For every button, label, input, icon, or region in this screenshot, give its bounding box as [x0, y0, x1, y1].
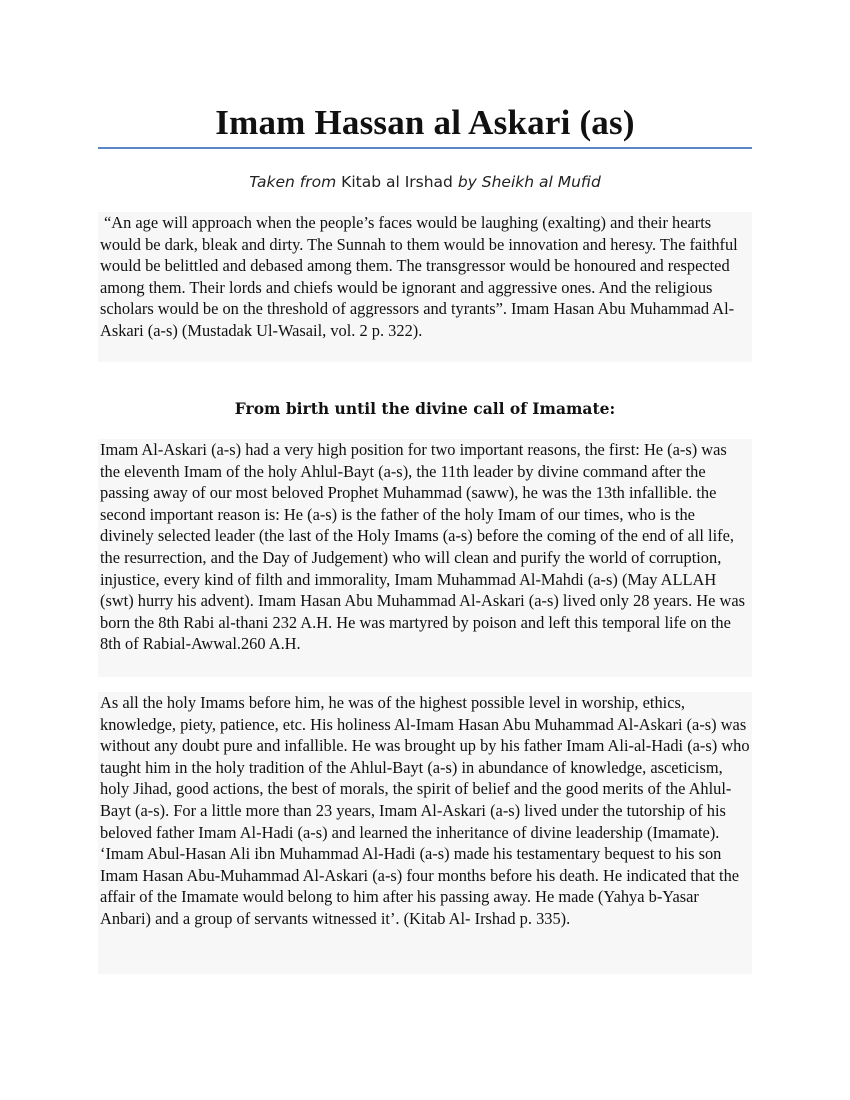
title-underline [98, 147, 752, 149]
paragraph-2 [98, 692, 752, 974]
paragraph-text: Imam Al-Askari (a-s) had a very high position for two important reasons, the first: He (a-s) was the eleventh Imam of the holy Ahlul-Bayt (a-s), the 11th leader by divine command after the passing away of our most beloved Prophet Muhammad (saww), he was the 13th infallible. the second important reason is: He (a-s) is the father of the holy Imam of our times, who is the divinely selected leader (the last of the Holy Imams (a-s) before the coming of the end of all life, the resurrection, and the Day of Judgement) who will clean and purify the world of corruption, injustice, every kind of filth and immorality, Imam Muhammad Al-Mahdi (a-s) (May ALLAH (swt) hurry his advent). Imam Hasan Abu Muhammad Al-Askari (a-s) lived only 28 years. He was born the 8th Rabi al-thani 232 A.H. He was martyred by poison and left this temporal life on the 8th of Rabial-Awwal.260 A.H. [100, 440, 746, 654]
source-subtitle [98, 170, 752, 194]
paragraph-text: As all the holy Imams before him, he was of the highest possible level in worship, ethics, knowledge, piety, patience, etc. His holiness Al-Imam Hasan Abu Muhammad Al-Askari (a-s) was without any doubt pure and infallible. He was brought up by his father Imam Ali-al-Hadi (a-s) who taught him in the holy tradition of the Ahlul-Bayt (a-s) in abundance of knowledge, asceticism, holy Jihad, good actions, the best of morals, the spirit of belief and the good merits of the Ahlul-Bayt (a-s). For a little more than 23 years, Imam Al-Askari (a-s) lived under the tutorship of his beloved father Imam Al-Hadi (a-s) and learned the inheritance of divine leadership (Imamate). ‘Imam Abul-Hasan Ali ibn Muhammad Al-Hadi (a-s) made his testamentary bequest to his son Imam Hasan Abu-Muhammad Al-Askari (a-s) four months before his death. He indicated that the affair of the Imamate would belong to him after his passing away. He made (Yahya b-Yasar Anbari) and a group of servants witnessed it’. (Kitab Al- Irshad p. 335). [100, 693, 750, 928]
subtitle-book: Kitab al Irshad [341, 173, 453, 191]
opening-quote [98, 212, 752, 362]
subtitle-suffix: by Sheikh al Mufid [457, 173, 601, 191]
subtitle-prefix: Taken from [249, 173, 337, 191]
paragraph-1 [98, 439, 752, 677]
section-heading: From birth until the divine call of Imamate: [234, 399, 616, 418]
quote-text: “An age will approach when the people’s faces would be laughing (exalting) and their hearts would be dark, bleak and dirty. The Sunnah to them would be innovation and heresy. The faithful would be belittled and debased among them. The transgressor would be honoured and respected among them. Their lords and chiefs would be ignorant and aggressive ones. And the religious scholars would be on the threshold of aggressors and tyrants”. Imam Hasan Abu Muhammad Al-Askari (a-s) (Mustadak Ul-Wasail, vol. 2 p. 322). [100, 213, 738, 340]
page-title: Imam Hassan al Askari (as) [215, 103, 635, 142]
